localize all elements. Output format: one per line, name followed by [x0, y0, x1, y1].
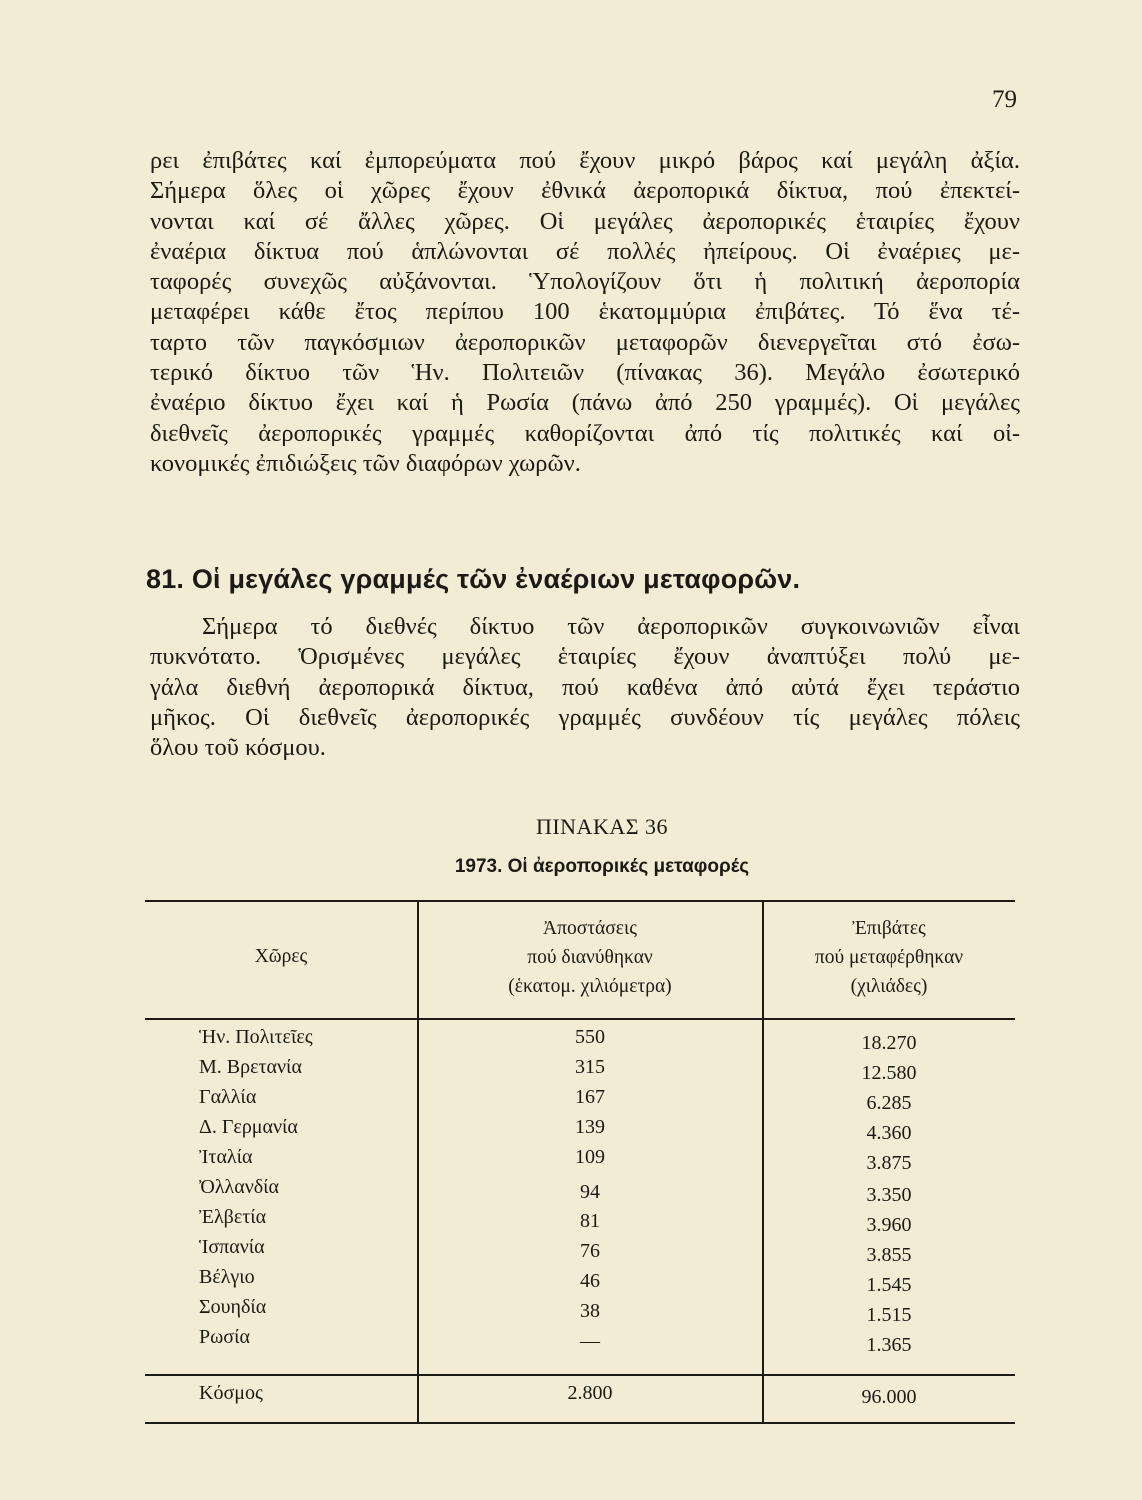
table-rule-top: [145, 900, 1015, 902]
text-line: Σήμερα τό διεθνές δίκτυο τῶν ἀεροπορικῶν συγκοινωνιῶν εἶναι: [202, 613, 1020, 640]
header-passengers-line: (χιλιάδες): [850, 976, 928, 997]
text-line: Σήμερα ὅλες οἱ χῶρες ἔχουν ἐθνικά ἀεροπορικά δίκτυα, πού ἐπεκτεί-: [150, 177, 1020, 205]
cell-distance: 167: [575, 1086, 605, 1108]
table-rule-bottom: [145, 1422, 1015, 1424]
table-subtitle: 1973. Οἱ ἀεροπορικές μεταφορές: [454, 856, 750, 877]
cell-distance: 109: [575, 1146, 605, 1168]
text-line: ρει ἐπιβάτες καί ἐμπορεύματα πού ἔχουν μικρό βάρος καί μεγάλη ἀξία.: [150, 147, 1020, 174]
cell-passengers: 6.285: [866, 1092, 912, 1114]
text-line: ἐναέρια δίκτυα πού ἁπλώνονται σέ πολλές ἠπείρους. Οἱ ἐναέριες με-: [150, 237, 1020, 265]
cell-country: Κόσμος: [199, 1382, 263, 1404]
cell-country: Ἡν. Πολιτεῖες: [199, 1026, 313, 1048]
paragraph-section-81: [150, 612, 1020, 763]
table-row: [145, 1056, 1015, 1086]
table-title: ΠΙΝΑΚΑΣ 36: [535, 814, 669, 839]
cell-country: Σουηδία: [199, 1296, 267, 1318]
text-line: πυκνότατο. Ὁρισμένες μεγάλες ἑταιρίες ἔχουν ἀναπτύξει πολύ με-: [150, 643, 1020, 671]
text-line: ταφορές συνεχῶς αὐξάνονται. Ὑπολογίζουν ὅτι ἡ πολιτική ἀεροπορία: [150, 268, 1020, 296]
text-line: μῆκος. Οἱ διεθνεῖς ἀεροπορικές γραμμές συνδέουν τίς μεγάλες πόλεις: [150, 703, 1020, 731]
cell-distance: 550: [575, 1026, 605, 1048]
cell-distance: 81: [580, 1210, 600, 1232]
cell-distance: 76: [580, 1240, 600, 1262]
header-distance: [417, 914, 763, 1001]
cell-country: Δ. Γερμανία: [199, 1116, 298, 1138]
table-rule-header: [145, 1018, 1015, 1020]
table-row: [145, 1266, 1015, 1296]
text-line: νονται καί σέ ἄλλες χῶρες. Οἱ μεγάλες ἀεροπορικές ἑταιρίες ἔχουν: [150, 207, 1020, 235]
cell-country: Ἐλβετία: [199, 1206, 267, 1228]
cell-country: Βέλγιο: [199, 1266, 255, 1288]
text-line: τερικό δίκτυο τῶν Ἡν. Πολιτειῶν (πίνακας 36). Μεγάλο ἐσωτερικό: [150, 359, 1020, 387]
table-row: [145, 1176, 1015, 1206]
cell-passengers: 3.960: [866, 1214, 912, 1236]
header-passengers: [763, 914, 1015, 1001]
text-line: διεθνεῖς ἀεροπορικές γραμμές καθορίζονται ἀπό τίς πολιτικές καί οἰ-: [150, 419, 1020, 447]
cell-country: Ρωσία: [199, 1326, 250, 1348]
cell-distance: 46: [580, 1270, 600, 1292]
text-line: κονομικές ἐπιδιώξεις τῶν διαφόρων χωρῶν.: [150, 449, 581, 477]
header-passengers-line: πού μεταφέρθηκαν: [814, 947, 964, 968]
cell-passengers: 1.545: [866, 1274, 912, 1296]
text-line: ταρτο τῶν παγκόσμιων ἀεροπορικῶν μεταφορῶν διενεργεῖται στό ἐσω-: [150, 328, 1020, 356]
cell-distance: —: [580, 1330, 600, 1352]
table-total-row: [145, 1382, 1015, 1412]
table-rule-total: [145, 1374, 1015, 1376]
cell-country: Γαλλία: [199, 1086, 257, 1108]
cell-passengers: 96.000: [861, 1386, 917, 1408]
cell-country: Μ. Βρετανία: [199, 1056, 302, 1078]
table-row: [145, 1026, 1015, 1056]
cell-distance: 315: [575, 1056, 605, 1078]
text-line: ὅλου τοῦ κόσμου.: [150, 734, 326, 762]
text-line: γάλα διεθνή ἀεροπορικά δίκτυα, πού καθένα ἀπό αὐτά ἔχει τεράστιο: [150, 673, 1020, 701]
section-heading: 81. Οἱ μεγάλες γραμμές τῶν ἐναέριων μεταφορῶν.: [146, 564, 801, 594]
cell-passengers: 12.580: [861, 1062, 917, 1084]
header-distance-line: Ἀποστάσεις: [543, 918, 637, 939]
cell-distance: 2.800: [567, 1382, 613, 1404]
cell-passengers: 1.365: [866, 1334, 912, 1356]
cell-passengers: 3.350: [866, 1184, 912, 1206]
header-passengers-line: Ἐπιβάτες: [852, 918, 926, 939]
text-line: ἐναέριο δίκτυο ἔχει καί ἡ Ρωσία (πάνω ἀπό 250 γραμμές). Οἱ μεγάλες: [150, 389, 1020, 417]
table-row: [145, 1146, 1015, 1176]
cell-country: Ἱσπανία: [199, 1236, 265, 1258]
cell-distance: 139: [575, 1116, 605, 1138]
header-distance-line: πού διανύθηκαν: [527, 947, 653, 968]
cell-country: Ὀλλανδία: [199, 1176, 280, 1198]
cell-country: Ἰταλία: [199, 1146, 253, 1168]
cell-passengers: 1.515: [866, 1304, 912, 1326]
header-distance-line: (ἑκατομ. χιλιόμετρα): [508, 976, 672, 997]
text-line: μεταφέρει κάθε ἔτος περίπου 100 ἑκατομμύρια ἐπιβάτες. Τό ἕνα τέ-: [150, 298, 1020, 326]
cell-distance: 38: [580, 1300, 600, 1322]
cell-passengers: 4.360: [866, 1122, 912, 1144]
table-row: [145, 1296, 1015, 1326]
table-row: [145, 1206, 1015, 1236]
table-row: [145, 1116, 1015, 1146]
table-row: [145, 1326, 1015, 1356]
table-row: [145, 1236, 1015, 1266]
header-country: Χῶρες: [254, 946, 308, 967]
cell-passengers: 18.270: [861, 1032, 917, 1054]
paragraph-intro: [150, 146, 1020, 479]
table-row: [145, 1086, 1015, 1116]
cell-passengers: 3.855: [866, 1244, 912, 1266]
cell-passengers: 3.875: [866, 1152, 912, 1174]
page-number: 79: [992, 86, 1017, 113]
cell-distance: 94: [580, 1181, 600, 1203]
